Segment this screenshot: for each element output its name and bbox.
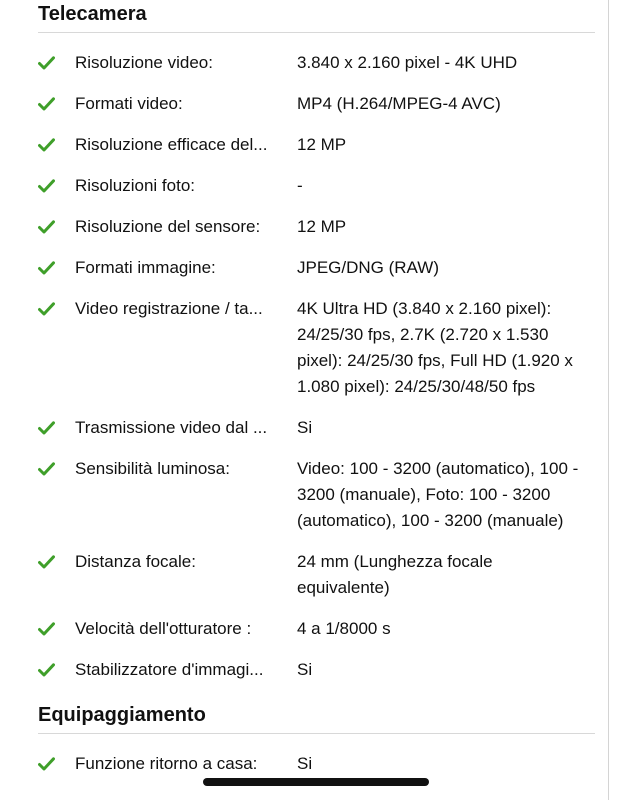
section-title: Telecamera	[38, 3, 147, 25]
spec-value: 12 MP	[297, 135, 347, 154]
check-icon	[38, 657, 75, 683]
spec-value: 24 mm (Lunghezza focale equivalente)	[297, 552, 493, 597]
spec-value: JPEG/DNG (RAW)	[297, 258, 439, 277]
spec-row	[38, 43, 595, 84]
spec-value: Video: 100 - 3200 (automatico), 100 - 3200 (manuale), Foto: 100 - 3200 (automatico), 100 - 3200 (manuale)	[297, 459, 579, 530]
spec-label: Formati immagine:	[75, 258, 216, 277]
spec-label: Distanza focale:	[75, 552, 196, 571]
spec-row	[38, 289, 595, 408]
spec-label: Stabilizzatore d'immagi...	[75, 660, 264, 679]
spec-value: 4K Ultra HD (3.840 x 2.160 pixel): 24/25/30 fps, 2.7K (2.720 x 1.530 pixel): 24/25/30 fps, Full HD (1.920 x 1.080 pixel): 24/25/30/48/50 fps	[297, 299, 573, 396]
check-icon	[38, 50, 75, 76]
spec-row	[38, 166, 595, 207]
spec-value: Si	[297, 660, 313, 679]
spec-label: Risoluzione video:	[75, 53, 213, 72]
spec-value: MP4 (H.264/MPEG-4 AVC)	[297, 94, 501, 113]
spec-label: Risoluzione del sensore:	[75, 217, 261, 236]
check-icon	[38, 456, 75, 482]
section-telecamera	[0, 2, 631, 691]
check-icon	[38, 91, 75, 117]
spec-value: -	[297, 176, 303, 195]
check-icon	[38, 255, 75, 281]
spec-row	[38, 125, 595, 166]
check-icon	[38, 751, 75, 777]
spec-row	[38, 248, 595, 289]
spec-value: 12 MP	[297, 217, 347, 236]
spec-row	[38, 449, 595, 542]
section-equipaggiamento	[0, 703, 631, 785]
section-title: Equipaggiamento	[38, 704, 206, 726]
check-icon	[38, 415, 75, 441]
check-icon	[38, 296, 75, 322]
spec-row	[38, 207, 595, 248]
spec-row	[38, 609, 595, 650]
content-edge-line	[608, 0, 609, 800]
spec-label: Velocità dell'otturatore :	[75, 619, 252, 638]
home-indicator-bar[interactable]	[203, 778, 429, 786]
spec-value: Si	[297, 754, 313, 773]
spec-label: Trasmissione video dal ...	[75, 418, 268, 437]
section-divider	[38, 32, 595, 33]
spec-list	[38, 43, 595, 691]
section-divider	[38, 733, 595, 734]
spec-label: Video registrazione / ta...	[75, 299, 263, 318]
spec-row	[38, 542, 595, 609]
spec-row	[38, 84, 595, 125]
check-icon	[38, 616, 75, 642]
spec-label: Formati video:	[75, 94, 183, 113]
check-icon	[38, 132, 75, 158]
spec-value: 3.840 x 2.160 pixel - 4K UHD	[297, 53, 518, 72]
spec-row	[38, 650, 595, 691]
spec-label: Sensibilità luminosa:	[75, 459, 230, 478]
spec-value: Si	[297, 418, 313, 437]
spec-label: Risoluzioni foto:	[75, 176, 196, 195]
check-icon	[38, 549, 75, 575]
spec-row	[38, 408, 595, 449]
spec-label: Risoluzione efficace del...	[75, 135, 268, 154]
check-icon	[38, 214, 75, 240]
spec-label: Funzione ritorno a casa:	[75, 754, 258, 773]
spec-value: 4 a 1/8000 s	[297, 619, 391, 638]
check-icon	[38, 173, 75, 199]
